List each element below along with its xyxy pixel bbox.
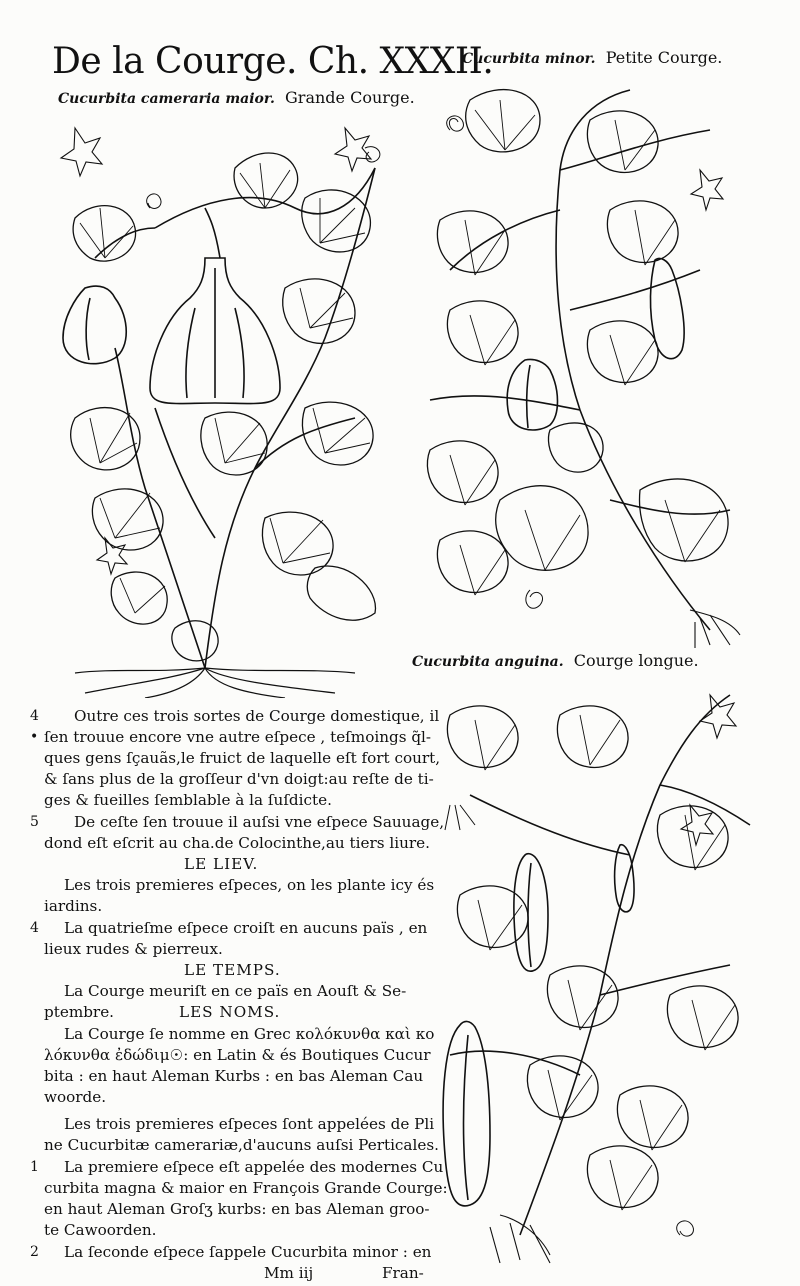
section-heading-temps: LE TEMPS. <box>184 961 281 979</box>
text-line: en haut Aleman Groſʒ kurbs: en bas Aleman groo- <box>44 1200 430 1218</box>
text-line: La Courge meuriſt en ce païs en Aouſt & Se- <box>64 982 407 1000</box>
text-line: 5 De ceſte ſen trouue il auſsi vne eſpece Sauuage, <box>30 813 445 831</box>
section-heading-lieu: LE LIEV. <box>184 855 259 873</box>
plate-caption-petite-courge <box>462 48 722 69</box>
text-line: 2 La ſeconde eſpece ſappele Cucurbita minor : en <box>30 1243 432 1261</box>
folio-signature: Mm iij <box>264 1264 314 1282</box>
plate-caption-grande-courge <box>58 88 415 109</box>
text-line: bita : en haut Aleman Kurbs : en bas Aleman Cau <box>44 1067 424 1085</box>
text-line: • ſen trouue encore vne autre eſpece , teſmoings q̃l- <box>30 728 432 746</box>
text-line: 1 La premiere eſpece eſt appelée des modernes Cu <box>30 1158 444 1176</box>
text-line: Les trois premieres eſpeces, on les plante icy és <box>64 876 435 894</box>
plate-french-name: Grande Courge. <box>285 88 415 107</box>
plate-latin-name: Cucurbita cameraria maior. <box>58 91 275 107</box>
text-line: La Courge ſe nomme en Grec κολόκυνθα καὶ κο <box>64 1025 435 1043</box>
text-line: & ſans plus de la groſſeur d'vn doigt:au reſte de ti- <box>44 770 434 788</box>
text-line: lieux rudes & pierreux. <box>44 940 223 958</box>
text-line: ptembre. <box>44 1003 115 1021</box>
text-line: ges & fueilles ſemblable à la ſuſdicte. <box>44 791 332 809</box>
woodcut-grande-courge <box>55 108 395 698</box>
text-line: dond eſt eſcrit au cha.de Colocinthe,au tiers liure. <box>44 834 430 852</box>
text-line: curbita magna & maior en François Grande Courge: <box>44 1179 448 1197</box>
text-line: 4 La quatrieſme eſpece croiſt en aucuns païs , en <box>30 919 428 937</box>
text-line: woorde. <box>44 1088 107 1106</box>
bleed-through-text <box>745 70 795 770</box>
plate-latin-name: Cucurbita anguina. <box>412 654 564 670</box>
plate-latin-name: Cucurbita minor. <box>462 51 596 67</box>
text-line: iardins. <box>44 897 103 915</box>
plate-french-name: Petite Courge. <box>605 48 723 67</box>
text-line: 4 Outre ces trois sortes de Courge domestique, il <box>30 707 440 725</box>
text-line: te Cawoorden. <box>44 1221 157 1239</box>
text-line: ne Cucurbitæ camerariæ,d'aucuns auſsi Perticales. <box>44 1136 439 1154</box>
plate-caption-courge-longue <box>412 651 699 672</box>
woodcut-petite-courge <box>410 70 745 650</box>
chapter-heading: De la Courge. Ch. XXXII. <box>52 41 494 82</box>
text-line: ques gens ſçauãs,le fruict de laquelle eſt fort court, <box>44 749 441 767</box>
plate-french-name: Courge longue. <box>573 651 699 670</box>
section-heading-noms: LES NOMS. <box>179 1003 281 1021</box>
woodcut-courge-longue <box>430 675 760 1270</box>
catchword: Fran- <box>382 1264 424 1282</box>
text-line: Les trois premieres eſpeces ſont appelées de Pli <box>64 1115 435 1133</box>
text-line: λόκυνθα ἐδώδιμ☉: en Latin & és Boutiques Cucur <box>44 1046 431 1064</box>
